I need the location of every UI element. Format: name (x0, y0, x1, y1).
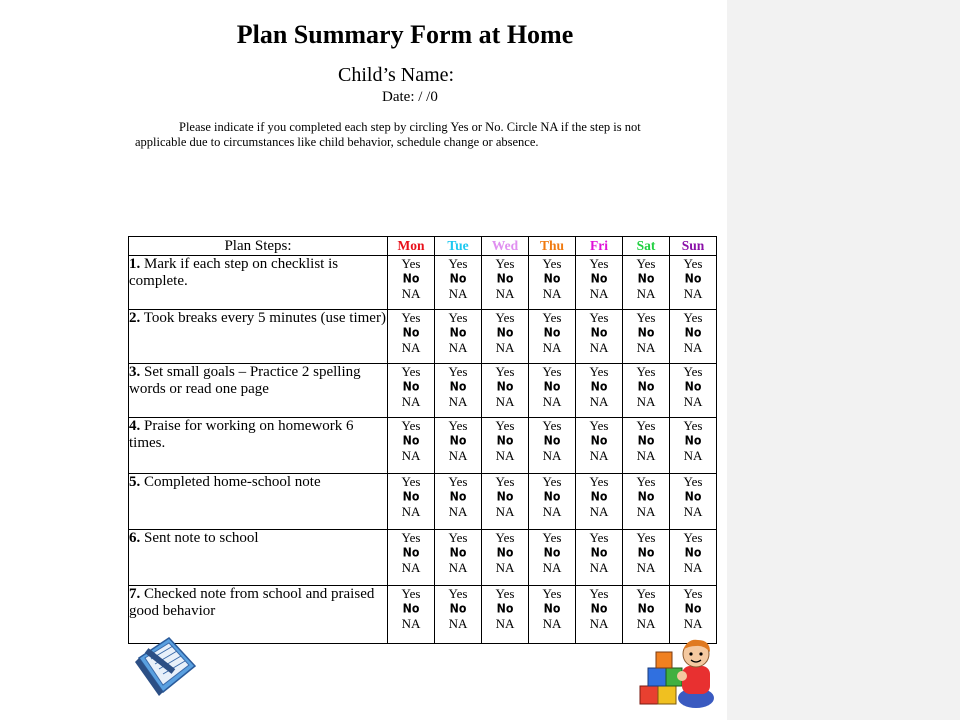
option-na[interactable]: NA (401, 340, 421, 355)
day-response-cell (576, 530, 623, 586)
option-yes[interactable]: Yes (401, 364, 421, 379)
day-response-cell (529, 418, 576, 474)
option-no[interactable]: No (496, 379, 514, 394)
option-na[interactable]: NA (589, 616, 609, 631)
option-no[interactable]: No (402, 379, 420, 394)
day-response-cell (670, 256, 717, 310)
option-no[interactable]: No (402, 271, 420, 286)
day-response-cell (482, 364, 529, 418)
option-no[interactable]: No (684, 545, 702, 560)
option-yes[interactable]: Yes (683, 586, 703, 601)
option-na[interactable]: NA (589, 560, 609, 575)
day-header-thu: Thu (529, 237, 576, 256)
day-response-cell (623, 474, 670, 530)
day-header-sun: Sun (670, 237, 717, 256)
option-na[interactable]: NA (636, 340, 656, 355)
day-response-cell (576, 364, 623, 418)
option-no[interactable]: No (543, 433, 561, 448)
day-response-cell (623, 310, 670, 364)
day-response-cell (482, 310, 529, 364)
day-response-cell (388, 530, 435, 586)
option-na[interactable]: NA (448, 394, 468, 409)
table-row (129, 530, 717, 586)
option-na[interactable]: NA (401, 448, 421, 463)
step-text: Took breaks every 5 minutes (use timer) (143, 310, 386, 326)
option-no[interactable]: No (496, 325, 514, 340)
option-no[interactable]: No (590, 379, 608, 394)
option-yes[interactable]: Yes (448, 530, 468, 545)
option-na[interactable]: NA (636, 560, 656, 575)
day-response-cell (623, 364, 670, 418)
option-yes[interactable]: Yes (636, 586, 656, 601)
option-no[interactable]: No (684, 489, 702, 504)
day-response-cell (435, 474, 482, 530)
option-no[interactable]: No (543, 379, 561, 394)
option-yes[interactable]: Yes (683, 418, 703, 433)
option-no[interactable]: No (684, 379, 702, 394)
day-response-cell (388, 418, 435, 474)
option-yes[interactable]: Yes (495, 418, 515, 433)
option-no[interactable]: No (496, 601, 514, 616)
option-yes[interactable]: Yes (589, 310, 609, 325)
option-no[interactable]: No (590, 545, 608, 560)
option-yes[interactable]: Yes (401, 586, 421, 601)
option-no[interactable]: No (590, 489, 608, 504)
step-text: Mark if each step on checklist is complete. (129, 256, 339, 289)
table-row (129, 474, 717, 530)
option-yes[interactable]: Yes (448, 256, 468, 271)
day-response-cell (670, 474, 717, 530)
option-no[interactable]: No (684, 271, 702, 286)
option-no[interactable]: No (543, 545, 561, 560)
option-yes[interactable]: Yes (495, 474, 515, 489)
day-response-cell (388, 364, 435, 418)
option-na[interactable]: NA (401, 394, 421, 409)
option-yes[interactable]: Yes (542, 256, 562, 271)
option-na[interactable]: NA (542, 504, 562, 519)
option-na[interactable]: NA (495, 286, 515, 301)
option-no[interactable]: No (402, 489, 420, 504)
day-response-cell (576, 586, 623, 644)
table-row (129, 418, 717, 474)
day-response-cell (388, 474, 435, 530)
option-no[interactable]: No (637, 433, 655, 448)
option-yes[interactable]: Yes (636, 474, 656, 489)
child-name-label: Child’s Name: (338, 64, 455, 86)
option-no[interactable]: No (590, 601, 608, 616)
day-response-cell (576, 310, 623, 364)
step-number: 1. (129, 256, 141, 272)
option-no[interactable]: No (543, 489, 561, 504)
option-no[interactable]: No (637, 489, 655, 504)
plan-step-cell (129, 310, 388, 364)
day-response-cell (623, 530, 670, 586)
step-text: Completed home-school note (144, 474, 321, 490)
option-na[interactable]: NA (495, 394, 515, 409)
step-number: 3. (129, 364, 141, 380)
option-yes[interactable]: Yes (542, 530, 562, 545)
step-number: 5. (129, 474, 141, 490)
day-response-cell (388, 256, 435, 310)
option-yes[interactable]: Yes (542, 310, 562, 325)
steps-column-header: Plan Steps: (129, 237, 388, 256)
day-response-cell (529, 530, 576, 586)
option-yes[interactable]: Yes (495, 256, 515, 271)
option-na[interactable]: NA (495, 616, 515, 631)
option-yes[interactable]: Yes (495, 364, 515, 379)
option-yes[interactable]: Yes (401, 530, 421, 545)
step-text: Praise for working on homework 6 times. (129, 418, 354, 451)
option-yes[interactable]: Yes (589, 474, 609, 489)
plan-step-cell (129, 256, 388, 310)
option-no[interactable]: No (637, 545, 655, 560)
option-yes[interactable]: Yes (542, 586, 562, 601)
option-yes[interactable]: Yes (683, 310, 703, 325)
option-na[interactable]: NA (542, 560, 562, 575)
option-yes[interactable]: Yes (589, 418, 609, 433)
option-no[interactable]: No (449, 489, 467, 504)
option-no[interactable]: No (402, 601, 420, 616)
day-header-wed: Wed (482, 237, 529, 256)
option-yes[interactable]: Yes (636, 256, 656, 271)
option-yes[interactable]: Yes (448, 418, 468, 433)
option-no[interactable]: No (590, 433, 608, 448)
date-label: Date: / /0 (382, 89, 438, 105)
option-na[interactable]: NA (401, 560, 421, 575)
option-na[interactable]: NA (401, 286, 421, 301)
option-yes[interactable]: Yes (542, 474, 562, 489)
option-na[interactable]: NA (589, 504, 609, 519)
child-with-blocks-clipart-icon (638, 636, 718, 712)
option-na[interactable]: NA (542, 448, 562, 463)
day-response-cell (529, 474, 576, 530)
table-row (129, 586, 717, 644)
option-yes[interactable]: Yes (589, 586, 609, 601)
option-na[interactable]: NA (448, 616, 468, 631)
plan-step-cell (129, 474, 388, 530)
option-yes[interactable]: Yes (683, 256, 703, 271)
step-text: Sent note to school (144, 530, 259, 546)
option-na[interactable]: NA (448, 448, 468, 463)
option-yes[interactable]: Yes (401, 418, 421, 433)
option-no[interactable]: No (449, 379, 467, 394)
option-na[interactable]: NA (495, 504, 515, 519)
day-response-cell (435, 364, 482, 418)
option-yes[interactable]: Yes (636, 418, 656, 433)
option-no[interactable]: No (449, 433, 467, 448)
day-response-cell (482, 418, 529, 474)
day-response-cell (435, 586, 482, 644)
plan-step-cell (129, 418, 388, 474)
option-no[interactable]: No (637, 601, 655, 616)
option-no[interactable]: No (684, 601, 702, 616)
option-na[interactable]: NA (589, 448, 609, 463)
option-no[interactable]: No (402, 325, 420, 340)
option-no[interactable]: No (449, 545, 467, 560)
day-header-sat: Sat (623, 237, 670, 256)
option-yes[interactable]: Yes (401, 256, 421, 271)
day-response-cell (435, 256, 482, 310)
option-no[interactable]: No (496, 545, 514, 560)
table-row (129, 310, 717, 364)
plan-steps-table (128, 236, 717, 644)
option-yes[interactable]: Yes (636, 530, 656, 545)
option-no[interactable]: No (543, 271, 561, 286)
option-na[interactable]: NA (589, 286, 609, 301)
option-yes[interactable]: Yes (636, 364, 656, 379)
option-na[interactable]: NA (401, 616, 421, 631)
option-yes[interactable]: Yes (401, 310, 421, 325)
option-na[interactable]: NA (448, 560, 468, 575)
option-yes[interactable]: Yes (542, 364, 562, 379)
option-yes[interactable]: Yes (448, 474, 468, 489)
option-no[interactable]: No (637, 325, 655, 340)
option-na[interactable]: NA (542, 394, 562, 409)
option-yes[interactable]: Yes (495, 530, 515, 545)
day-header-mon: Mon (388, 237, 435, 256)
option-na[interactable]: NA (636, 286, 656, 301)
option-yes[interactable]: Yes (495, 586, 515, 601)
option-na[interactable]: NA (589, 394, 609, 409)
table-header-row (129, 237, 717, 256)
option-na[interactable]: NA (495, 560, 515, 575)
day-response-cell (576, 256, 623, 310)
day-response-cell (670, 586, 717, 644)
day-response-cell (435, 310, 482, 364)
option-na[interactable]: NA (542, 340, 562, 355)
day-response-cell (623, 256, 670, 310)
step-number: 6. (129, 530, 141, 546)
table-row (129, 256, 717, 310)
day-response-cell (482, 586, 529, 644)
option-no[interactable]: No (684, 433, 702, 448)
option-na[interactable]: NA (683, 616, 703, 631)
option-yes[interactable]: Yes (683, 474, 703, 489)
day-response-cell (529, 256, 576, 310)
option-yes[interactable]: Yes (448, 586, 468, 601)
option-no[interactable]: No (449, 601, 467, 616)
option-na[interactable]: NA (683, 504, 703, 519)
option-na[interactable]: NA (683, 340, 703, 355)
day-response-cell (435, 530, 482, 586)
option-yes[interactable]: Yes (448, 364, 468, 379)
step-text: Checked note from school and praised good behavior (129, 586, 375, 619)
day-response-cell (435, 418, 482, 474)
day-response-cell (529, 364, 576, 418)
day-response-cell (529, 310, 576, 364)
option-na[interactable]: NA (542, 616, 562, 631)
day-response-cell (670, 364, 717, 418)
day-response-cell (576, 474, 623, 530)
option-na[interactable]: NA (495, 340, 515, 355)
option-no[interactable]: No (496, 489, 514, 504)
option-yes[interactable]: Yes (589, 256, 609, 271)
day-response-cell (670, 530, 717, 586)
option-yes[interactable]: Yes (448, 310, 468, 325)
option-na[interactable]: NA (636, 616, 656, 631)
step-number: 4. (129, 418, 141, 434)
plan-step-cell (129, 530, 388, 586)
form-title: Plan Summary Form at Home (236, 20, 574, 49)
option-yes[interactable]: Yes (636, 310, 656, 325)
plan-step-cell (129, 364, 388, 418)
day-response-cell (670, 418, 717, 474)
option-na[interactable]: NA (448, 286, 468, 301)
option-na[interactable]: NA (448, 340, 468, 355)
option-no[interactable]: No (496, 433, 514, 448)
option-no[interactable]: No (590, 325, 608, 340)
option-no[interactable]: No (543, 601, 561, 616)
option-na[interactable]: NA (401, 504, 421, 519)
option-no[interactable]: No (684, 325, 702, 340)
day-response-cell (482, 474, 529, 530)
option-no[interactable]: No (402, 433, 420, 448)
option-yes[interactable]: Yes (401, 474, 421, 489)
day-response-cell (482, 530, 529, 586)
step-text: Set small goals – Practice 2 spelling words or read one page (129, 364, 361, 397)
option-yes[interactable]: Yes (683, 530, 703, 545)
option-yes[interactable]: Yes (589, 364, 609, 379)
plan-steps-body (129, 256, 717, 644)
table-row (129, 364, 717, 418)
day-response-cell (388, 586, 435, 644)
option-no[interactable]: No (496, 271, 514, 286)
option-yes[interactable]: Yes (683, 364, 703, 379)
option-no[interactable]: No (637, 379, 655, 394)
option-no[interactable]: No (590, 271, 608, 286)
option-no[interactable]: No (402, 545, 420, 560)
option-yes[interactable]: Yes (542, 418, 562, 433)
option-na[interactable]: NA (636, 394, 656, 409)
step-number: 2. (129, 310, 141, 326)
day-header-tue: Tue (435, 237, 482, 256)
plan-step-cell (129, 586, 388, 644)
option-no[interactable]: No (543, 325, 561, 340)
day-response-cell (623, 586, 670, 644)
day-response-cell (576, 418, 623, 474)
day-response-cell (623, 418, 670, 474)
option-na[interactable]: NA (683, 394, 703, 409)
option-na[interactable]: NA (683, 286, 703, 301)
day-header-fri: Fri (576, 237, 623, 256)
option-yes[interactable]: Yes (495, 310, 515, 325)
option-no[interactable]: No (449, 271, 467, 286)
option-na[interactable]: NA (683, 448, 703, 463)
instructions-text: Please indicate if you completed each step by circling Yes or No. Circle NA if the step is not applicable due to circumstances like child behavior, schedule change or absence. (135, 120, 641, 149)
day-response-cell (482, 256, 529, 310)
day-response-cell (529, 586, 576, 644)
day-response-cell (670, 310, 717, 364)
option-na[interactable]: NA (636, 504, 656, 519)
option-na[interactable]: NA (448, 504, 468, 519)
option-no[interactable]: No (449, 325, 467, 340)
step-number: 7. (129, 586, 141, 602)
option-na[interactable]: NA (589, 340, 609, 355)
day-response-cell (388, 310, 435, 364)
option-na[interactable]: NA (683, 560, 703, 575)
option-no[interactable]: No (637, 271, 655, 286)
option-na[interactable]: NA (542, 286, 562, 301)
option-na[interactable]: NA (636, 448, 656, 463)
option-na[interactable]: NA (495, 448, 515, 463)
notebook-pencil-clipart-icon (135, 636, 197, 698)
option-yes[interactable]: Yes (589, 530, 609, 545)
